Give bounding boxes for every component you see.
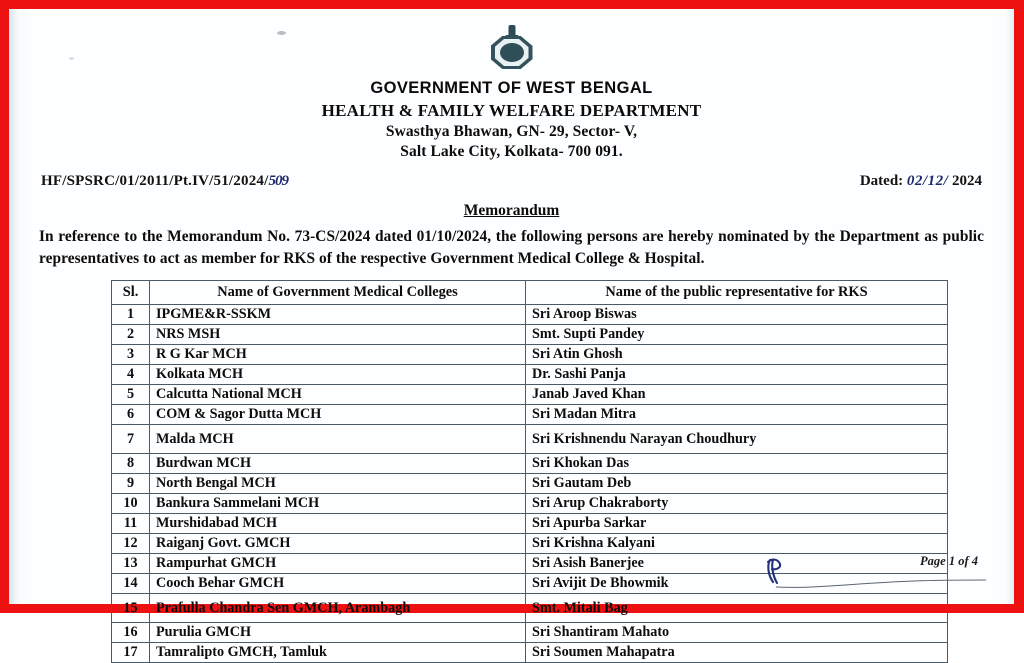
emblem-container	[9, 9, 1014, 77]
column-header-sl: Sl.	[112, 280, 150, 304]
table-row	[112, 513, 948, 533]
cell-serial-number: 12	[112, 533, 150, 553]
cell-serial-number: 13	[112, 553, 150, 573]
scan-speck	[205, 309, 209, 312]
cell-college-name: Rampurhat GMCH	[150, 553, 526, 573]
west-bengal-state-emblem-icon	[489, 25, 535, 71]
table-row	[112, 304, 948, 324]
cell-serial-number: 7	[112, 424, 150, 453]
cell-college-name: IPGME&R-SSKM	[150, 304, 526, 324]
cell-serial-number: 6	[112, 404, 150, 424]
cell-representative-name: Sri Krishnendu Narayan Choudhury	[526, 424, 948, 453]
scan-speck	[277, 31, 286, 35]
cell-college-name: Prafulla Chandra Sen GMCH, Arambagh	[150, 593, 526, 622]
table-row	[112, 324, 948, 344]
cell-college-name: Raiganj Govt. GMCH	[150, 533, 526, 553]
table-row	[112, 424, 948, 453]
table-row	[112, 642, 948, 662]
cell-serial-number: 9	[112, 473, 150, 493]
cell-college-name: Bankura Sammelani MCH	[150, 493, 526, 513]
cell-college-name: Purulia GMCH	[150, 622, 526, 642]
date-label: Dated:	[859, 173, 904, 189]
cell-representative-name: Sri Apurba Sarkar	[526, 513, 948, 533]
date-block	[860, 173, 982, 190]
cell-representative-name: Sri Arup Chakraborty	[526, 493, 948, 513]
cell-college-name: North Bengal MCH	[150, 473, 526, 493]
table-row	[112, 404, 948, 424]
cell-serial-number: 8	[112, 453, 150, 473]
column-header-college: Name of Government Medical Colleges	[150, 280, 526, 304]
date-year: 2024	[952, 173, 982, 189]
table-header-row	[112, 280, 948, 304]
cell-serial-number: 10	[112, 493, 150, 513]
cell-serial-number: 11	[112, 513, 150, 533]
table-row	[112, 344, 948, 364]
cell-representative-name: Dr. Sashi Panja	[526, 364, 948, 384]
cell-college-name: Cooch Behar GMCH	[150, 573, 526, 593]
cell-representative-name: Janab Javed Khan	[526, 384, 948, 404]
nomination-table-container	[9, 280, 1014, 663]
document-page	[9, 9, 1014, 661]
cell-college-name: Malda MCH	[150, 424, 526, 453]
page-footer	[726, 552, 996, 598]
memorandum-title: Memorandum	[463, 202, 560, 219]
cell-college-name: Murshidabad MCH	[150, 513, 526, 533]
date-handwritten-value: 02/12/	[906, 173, 949, 189]
table-row	[112, 364, 948, 384]
table-row	[112, 384, 948, 404]
reference-number-handwritten: 509	[268, 173, 288, 189]
footer-flourish-line	[774, 578, 988, 590]
cell-representative-name: Sri Madan Mitra	[526, 404, 948, 424]
cell-serial-number: 15	[112, 593, 150, 622]
cell-representative-name: Sri Avijit De Bhowmik	[526, 573, 948, 593]
cell-college-name: Kolkata MCH	[150, 364, 526, 384]
cell-representative-name: Sri Krishna Kalyani	[526, 533, 948, 553]
cell-college-name: NRS MSH	[150, 324, 526, 344]
emblem-octagon	[491, 36, 533, 69]
organization-name: GOVERNMENT OF WEST BENGAL	[370, 79, 653, 97]
table-row	[112, 622, 948, 642]
cell-representative-name: Smt. Supti Pandey	[526, 324, 948, 344]
address-line-1: Swasthya Bhawan, GN- 29, Sector- V,	[385, 123, 638, 140]
column-header-representative: Name of the public representative for RKS	[526, 280, 948, 304]
page-number-label: Page 1 of 4	[920, 554, 978, 568]
reference-and-date-row	[35, 173, 992, 195]
cell-representative-name: Sri Khokan Das	[526, 453, 948, 473]
cell-college-name: Calcutta National MCH	[150, 384, 526, 404]
cell-serial-number: 17	[112, 642, 150, 662]
cell-serial-number: 1	[112, 304, 150, 324]
cell-representative-name: Sri Soumen Mahapatra	[526, 642, 948, 662]
memorandum-body-text: In reference to the Memorandum No. 73-CS/2024 dated 01/10/2024, the following persons are hereby nominated by the Department as public representatives to act as member for RKS of the respective Government Medical College & Hospital.	[39, 228, 984, 267]
cell-serial-number: 2	[112, 324, 150, 344]
reference-number-printed: HF/SPSRC/01/2011/Pt.IV/51/2024/	[41, 173, 269, 189]
cell-representative-name: Sri Gautam Deb	[526, 473, 948, 493]
cell-serial-number: 16	[112, 622, 150, 642]
reference-number	[41, 173, 288, 190]
cell-serial-number: 3	[112, 344, 150, 364]
cell-representative-name: Sri Asish Banerjee	[526, 553, 948, 573]
emblem-finial	[508, 25, 515, 35]
table-body	[112, 304, 948, 662]
cell-representative-name: Sri Atin Ghosh	[526, 344, 948, 364]
table-row	[112, 493, 948, 513]
department-name: HEALTH & FAMILY WELFARE DEPARTMENT	[321, 101, 702, 120]
cell-serial-number: 5	[112, 384, 150, 404]
table-row	[112, 473, 948, 493]
nomination-table	[111, 280, 948, 663]
cell-representative-name: Sri Aroop Biswas	[526, 304, 948, 324]
letterhead	[9, 79, 1014, 161]
cell-serial-number: 4	[112, 364, 150, 384]
cell-college-name: R G Kar MCH	[150, 344, 526, 364]
cell-serial-number: 14	[112, 573, 150, 593]
cell-representative-name: Smt. Mitali Bag	[526, 593, 948, 622]
cell-representative-name: Sri Shantiram Mahato	[526, 622, 948, 642]
scan-speck	[69, 57, 74, 60]
cell-college-name: Burdwan MCH	[150, 453, 526, 473]
cell-college-name: Tamralipto GMCH, Tamluk	[150, 642, 526, 662]
table-row	[112, 533, 948, 553]
table-header	[112, 280, 948, 304]
cell-college-name: COM & Sagor Dutta MCH	[150, 404, 526, 424]
table-row	[112, 453, 948, 473]
address-line-2: Salt Lake City, Kolkata- 700 091.	[400, 143, 623, 160]
